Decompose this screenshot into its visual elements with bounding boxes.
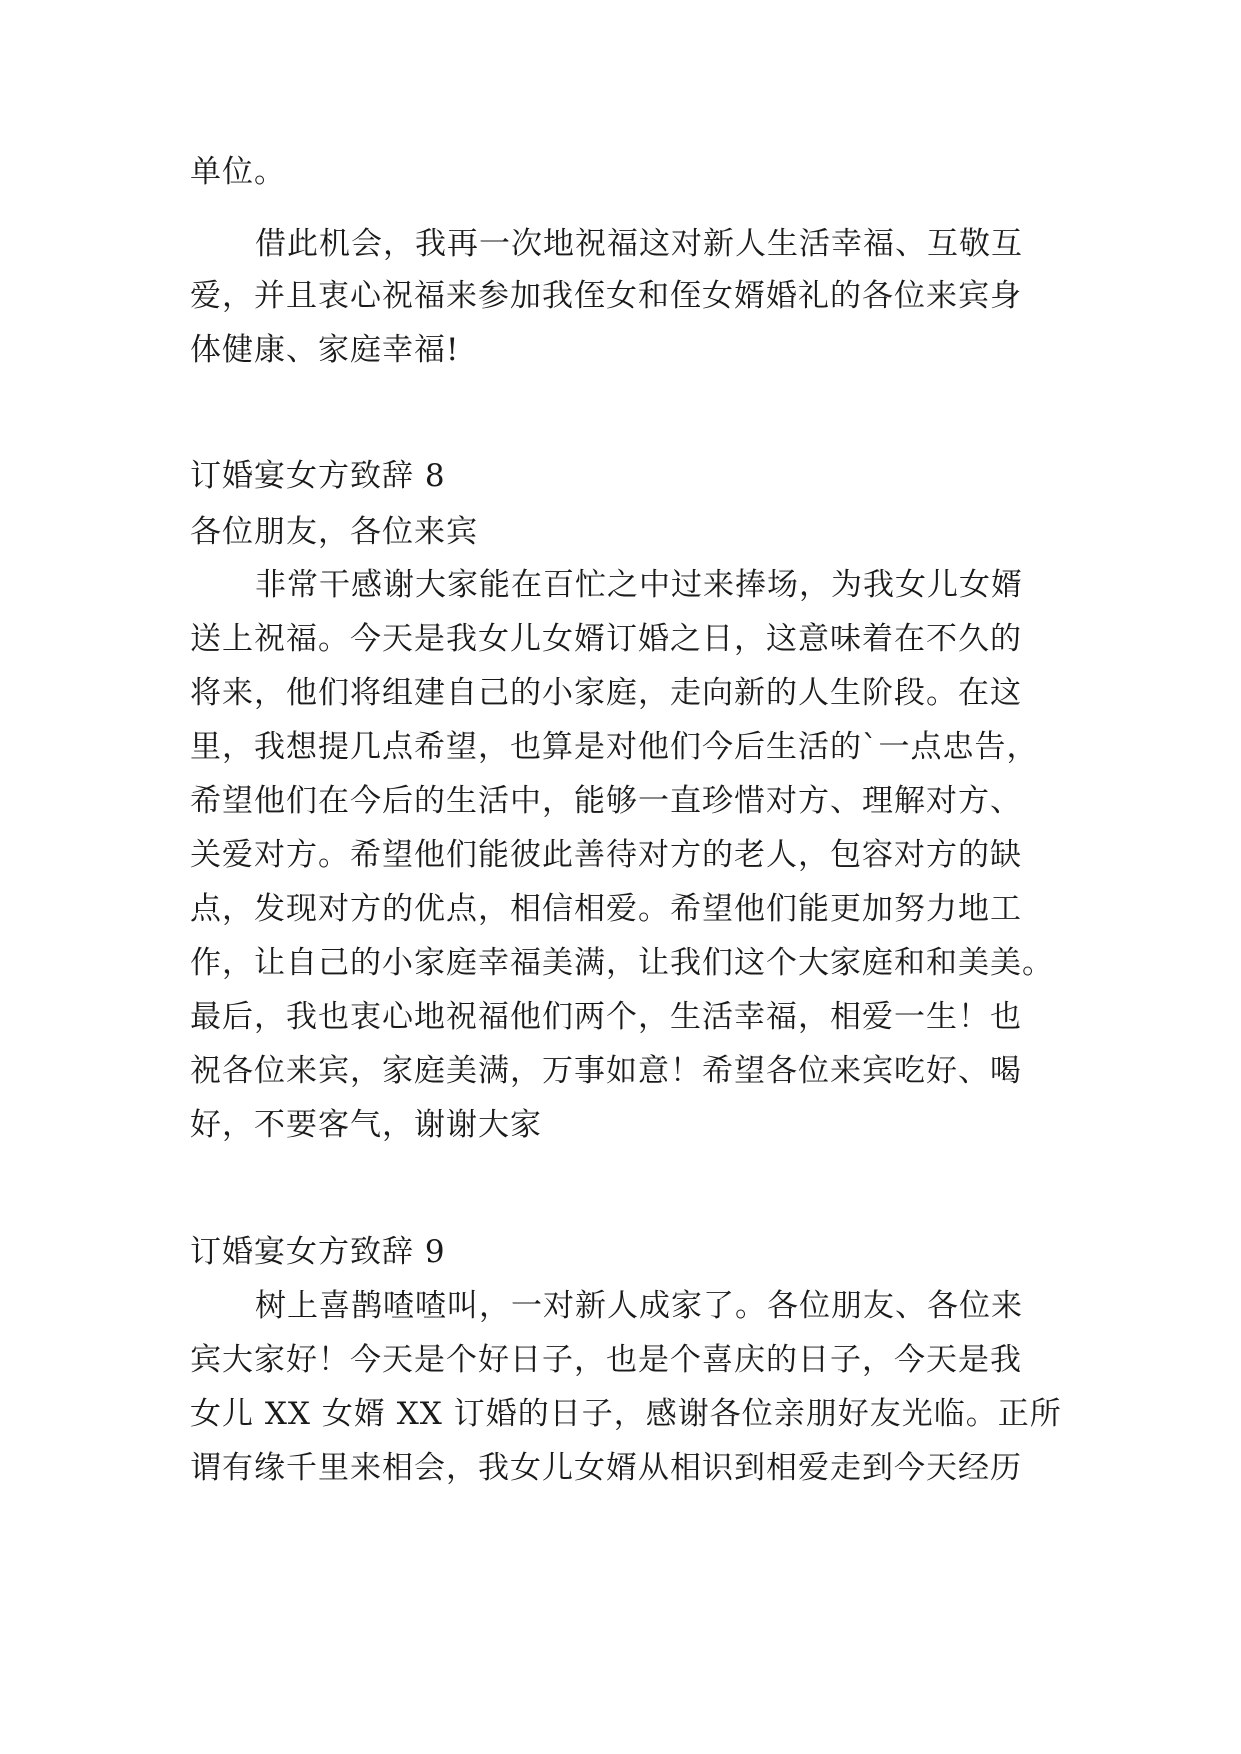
text-line: 好，不要客气，谢谢大家: [190, 1107, 542, 1143]
text-line: 谓有缘千里来相会，我女儿女婿从相识到相爱走到今天经历: [190, 1450, 1022, 1486]
text-line: 关爱对方。希望他们能彼此善待对方的老人，包容对方的缺: [190, 837, 1022, 873]
greeting-line: 各位朋友，各位来宾: [190, 514, 478, 550]
text-line: 非常干感谢大家能在百忙之中过来捧场，为我女儿女婿: [255, 567, 1023, 603]
text-line: 祝各位来宾，家庭美满，万事如意！希望各位来宾吃好、喝: [190, 1053, 1022, 1089]
section-title: 订婚宴女方致辞 9: [190, 1234, 446, 1270]
section-title: 订婚宴女方致辞 8: [190, 458, 446, 494]
text-line: 送上祝福。今天是我女儿女婿订婚之日，这意味着在不久的: [190, 621, 1022, 657]
text-line: 爱，并且衷心祝福来参加我侄女和侄女婿婚礼的各位来宾身: [190, 278, 1022, 314]
text-line: 借此机会，我再一次地祝福这对新人生活幸福、互敬互: [255, 226, 1023, 262]
text-line: 树上喜鹊喳喳叫，一对新人成家了。各位朋友、各位来: [255, 1288, 1023, 1324]
text-line: 里，我想提几点希望，也算是对他们今后生活的`一点忠告，: [190, 729, 1039, 765]
text-line: 体健康、家庭幸福!: [190, 332, 460, 368]
text-line: 将来，他们将组建自己的小家庭，走向新的人生阶段。在这: [190, 675, 1022, 711]
text-line: 女儿 XX 女婿 XX 订婚的日子，感谢各位亲朋好友光临。正所: [190, 1396, 1062, 1432]
text-line: 最后，我也衷心地祝福他们两个，生活幸福，相爱一生！也: [190, 999, 1022, 1035]
text-line: 点，发现对方的优点，相信相爱。希望他们能更加努力地工: [190, 891, 1022, 927]
text-line: 作，让自己的小家庭幸福美满，让我们这个大家庭和和美美。: [190, 945, 1054, 981]
text-line: 宾大家好！今天是个好日子，也是个喜庆的日子，今天是我: [190, 1342, 1022, 1378]
text-line: 单位。: [190, 154, 286, 190]
text-line: 希望他们在今后的生活中，能够一直珍惜对方、理解对方、: [190, 783, 1022, 819]
